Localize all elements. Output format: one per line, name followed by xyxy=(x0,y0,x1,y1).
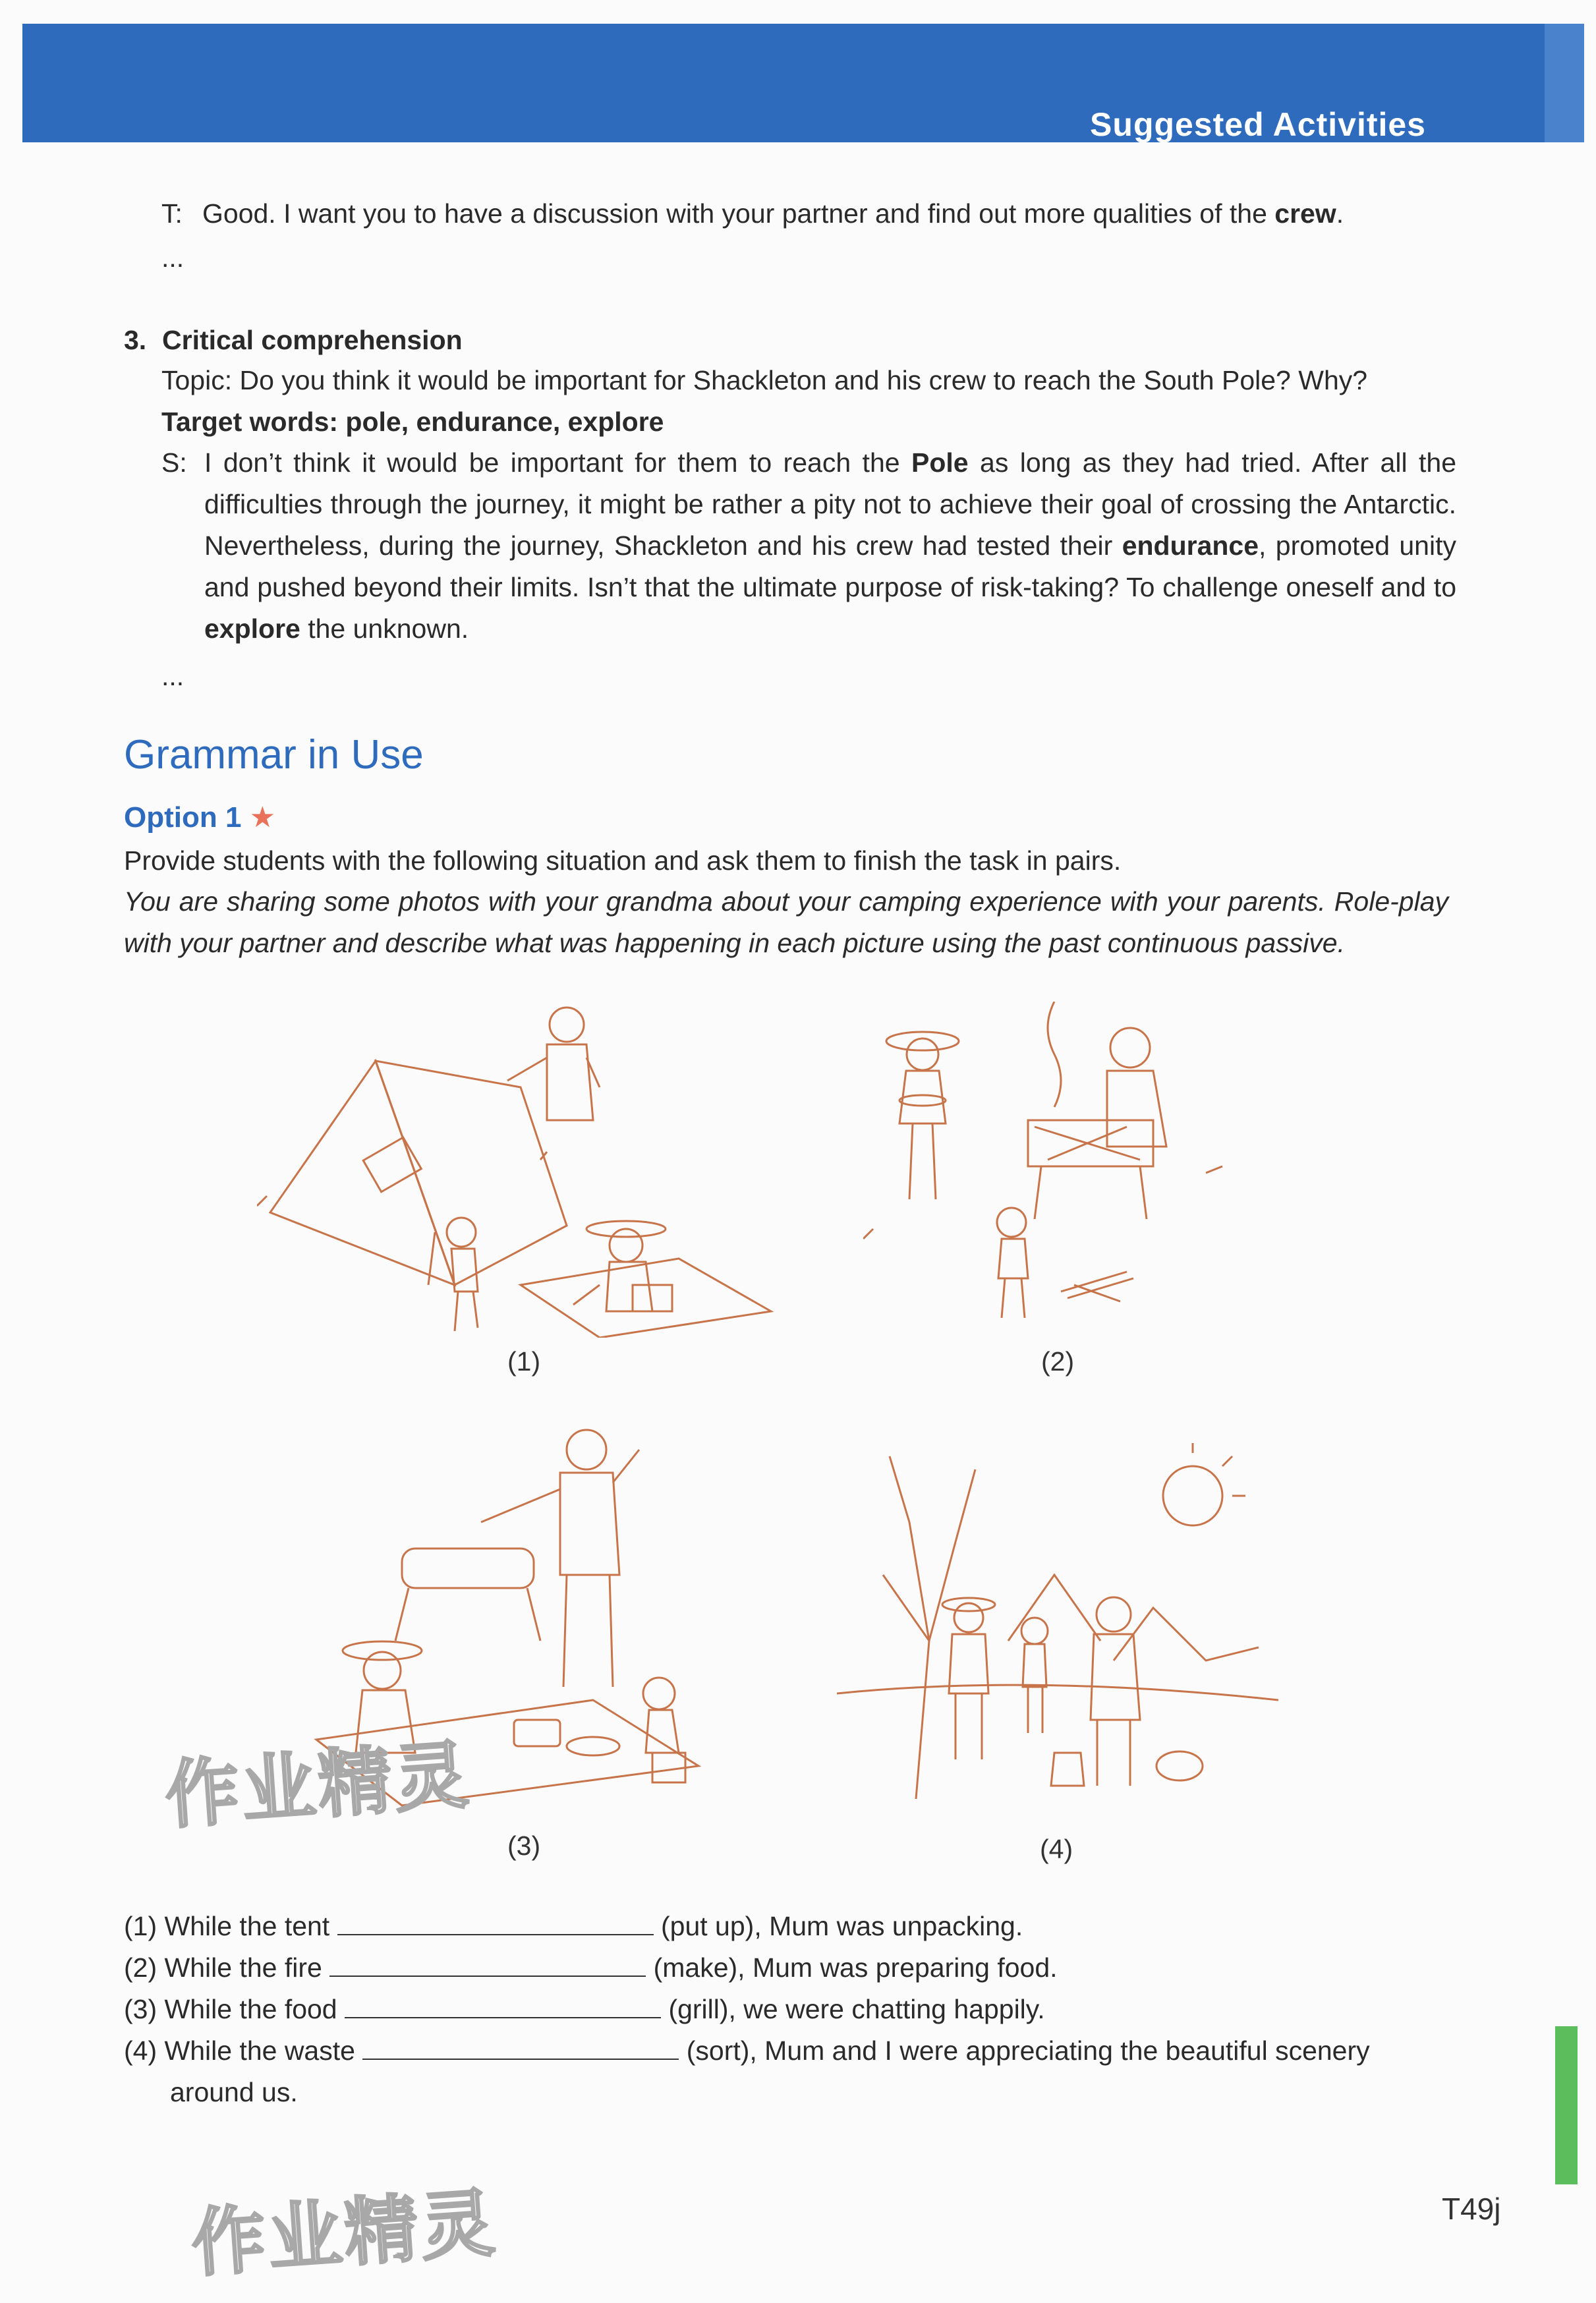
page-number: T49j xyxy=(1442,2192,1501,2226)
answer-blank[interactable] xyxy=(329,1953,646,1977)
exercise-item: (4) While the waste (sort), Mum and I were appreciating the beautiful scenery xyxy=(124,2035,1370,2066)
illustration-grill xyxy=(863,1002,1259,1344)
page-header xyxy=(22,24,1584,142)
answer-blank[interactable] xyxy=(362,2036,679,2060)
exercise-item: (3) While the food (grill), we were chatting happily. xyxy=(124,1994,1045,2024)
picture-caption: (2) xyxy=(1041,1346,1075,1377)
answer-blank[interactable] xyxy=(337,1912,654,1935)
speaker-label: S: xyxy=(161,447,187,478)
ellipsis: ... xyxy=(161,242,185,273)
section-tab xyxy=(1555,2026,1578,2184)
speaker-label: T: xyxy=(161,198,183,229)
section-title: Grammar in Use xyxy=(124,732,424,778)
target-words: Target words: pole, endurance, explore xyxy=(161,407,664,437)
option-label: Option 1 ★ xyxy=(124,801,276,834)
topic-line: Topic: Do you think it would be important for Shackleton and his crew to reach the South Pole? Why? xyxy=(161,365,1368,395)
watermark: 作业精灵 xyxy=(188,2181,500,2286)
watermark: 作业精灵 xyxy=(162,1733,474,1838)
star-icon: ★ xyxy=(249,801,276,834)
header-title: Suggested Activities xyxy=(1090,106,1426,143)
illustration-tent xyxy=(257,995,784,1338)
section-heading: 3. Critical comprehension xyxy=(124,325,463,355)
picture-caption: (1) xyxy=(507,1346,541,1377)
header-tab xyxy=(1545,24,1584,142)
ellipsis: ... xyxy=(161,661,185,691)
exercise-item: (2) While the fire (make), Mum was preparing food. xyxy=(124,1952,1058,1983)
answer-blank[interactable] xyxy=(345,1995,661,2018)
instruction: Provide students with the following situation and ask them to finish the task in pairs. xyxy=(124,845,1122,876)
picture-caption: (4) xyxy=(1040,1834,1073,1864)
teacher-line: T: Good. I want you to have a discussion with your partner and find out more qualities of the crew. xyxy=(161,193,1344,235)
illustration-scenery xyxy=(837,1443,1278,1812)
situation: You are sharing some photos with your grandma about your camping experience with your parents. Role-play with your partner and describe what was happening in each picture using the past continuous passive. xyxy=(124,886,1448,958)
exercise-continuation: around us. xyxy=(170,2077,298,2107)
picture-caption: (3) xyxy=(507,1831,541,1861)
student-answer: I don’t think it would be important for them to reach the Pole as long as they had tried. After all the difficulties through the journey, it might be rather a pity not to achieve their goal of crossing the Antarctic. Nevertheless, during the journey, Shackleton and his crew had tested their endurance, promoted unity and pushed beyond their limits. Isn’t that the ultimate purpose of risk-taking? To challenge oneself and to explore the unknown. xyxy=(204,447,1457,644)
exercise-item: (1) While the tent (put up), Mum was unpacking. xyxy=(124,1911,1023,1941)
